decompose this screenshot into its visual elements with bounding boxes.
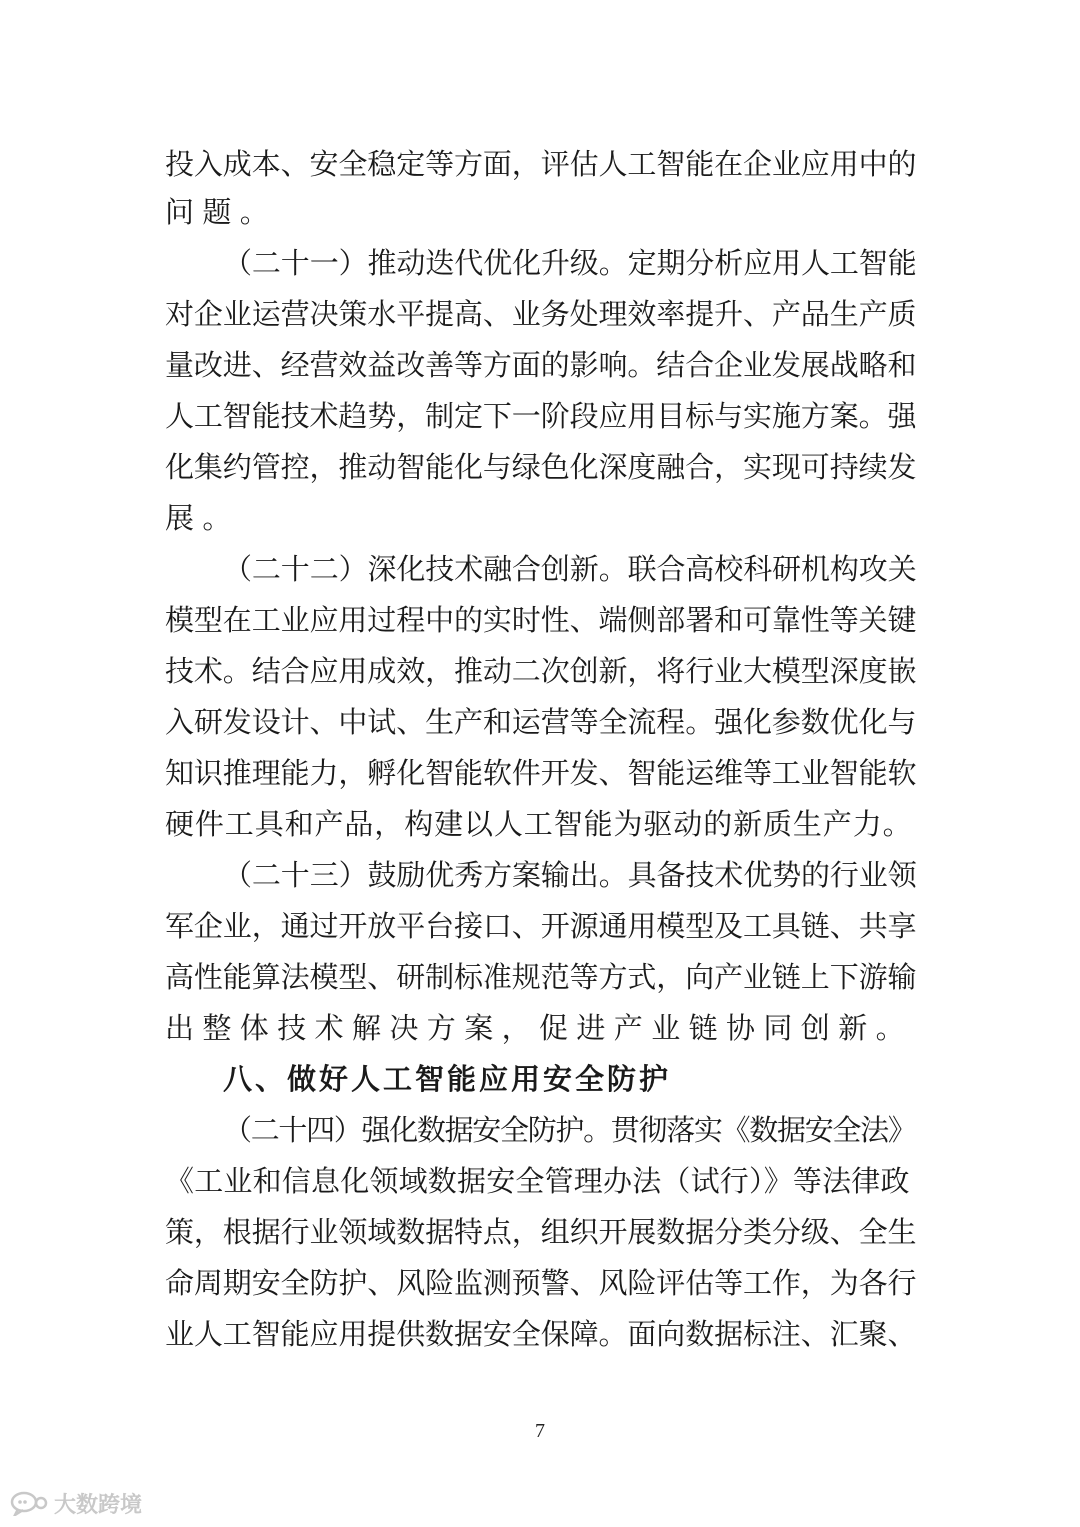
paragraph-line: 问题。 <box>165 195 278 229</box>
paragraph-line: 知识推理能力，孵化智能软件开发、智能运维等工业智能软 <box>165 756 917 790</box>
paragraph-line: （二十二）深化技术融合创新。联合高校科研机构攻关 <box>223 552 917 586</box>
page-number: 7 <box>535 1420 545 1442</box>
paragraph-line: （二十一）推动迭代优化升级。定期分析应用人工智能 <box>223 246 917 280</box>
paragraph-line: （二十四）强化数据安全防护。贯彻落实《数据安全法》 <box>223 1113 916 1147</box>
paragraph-line: 高性能算法模型、研制标准规范等方式，向产业链上下游输 <box>165 960 917 994</box>
paragraph-line: 出整体技术解决方案，促进产业链协同创新。 <box>165 1011 914 1045</box>
paragraph-line: 《工业和信息化领域数据安全管理办法（试行）》等法律政 <box>165 1164 910 1198</box>
paragraph-line: 展。 <box>165 501 240 535</box>
paragraph-line: 命周期安全防护、风险监测预警、风险评估等工作，为各行 <box>165 1266 917 1300</box>
watermark <box>10 1488 142 1518</box>
paragraph-line: 投入成本、安全稳定等方面，评估人工智能在企业应用中的 <box>165 147 917 181</box>
paragraph-line: 策，根据行业领域数据特点，组织开展数据分类分级、全生 <box>165 1215 917 1249</box>
paragraph-line: 量改进、经营效益改善等方面的影响。结合企业发展战略和 <box>165 348 917 382</box>
paragraph-line: 模型在工业应用过程中的实时性、端侧部署和可靠性等关键 <box>165 603 917 637</box>
paragraph-line: （二十三）鼓励优秀方案输出。具备技术优势的行业领 <box>223 858 917 892</box>
paragraph-line: 军企业，通过开放平台接口、开源通用模型及工具链、共享 <box>165 909 917 943</box>
paragraph-line: 业人工智能应用提供数据安全保障。面向数据标注、汇聚、 <box>165 1317 917 1351</box>
section-heading: 八、做好人工智能应用安全防护 <box>223 1062 672 1096</box>
watermark-text: 大数跨境 <box>54 1492 143 1518</box>
paragraph-line: 化集约管控，推动智能化与绿色化深度融合，实现可持续发 <box>165 450 917 484</box>
speech-bubble-logo-icon <box>10 1490 48 1516</box>
paragraph-line: 入研发设计、中试、生产和运营等全流程。强化参数优化与 <box>165 705 917 739</box>
paragraph-line: 技术。结合应用成效，推动二次创新，将行业大模型深度嵌 <box>165 654 917 688</box>
paragraph-line: 硬件工具和产品，构建以人工智能为驱动的新质生产力。 <box>165 807 913 841</box>
paragraph-line: 人工智能技术趋势，制定下一阶段应用目标与实施方案。强 <box>165 399 917 433</box>
paragraph-line: 对企业运营决策水平提高、业务处理效率提升、产品生产质 <box>165 297 917 331</box>
